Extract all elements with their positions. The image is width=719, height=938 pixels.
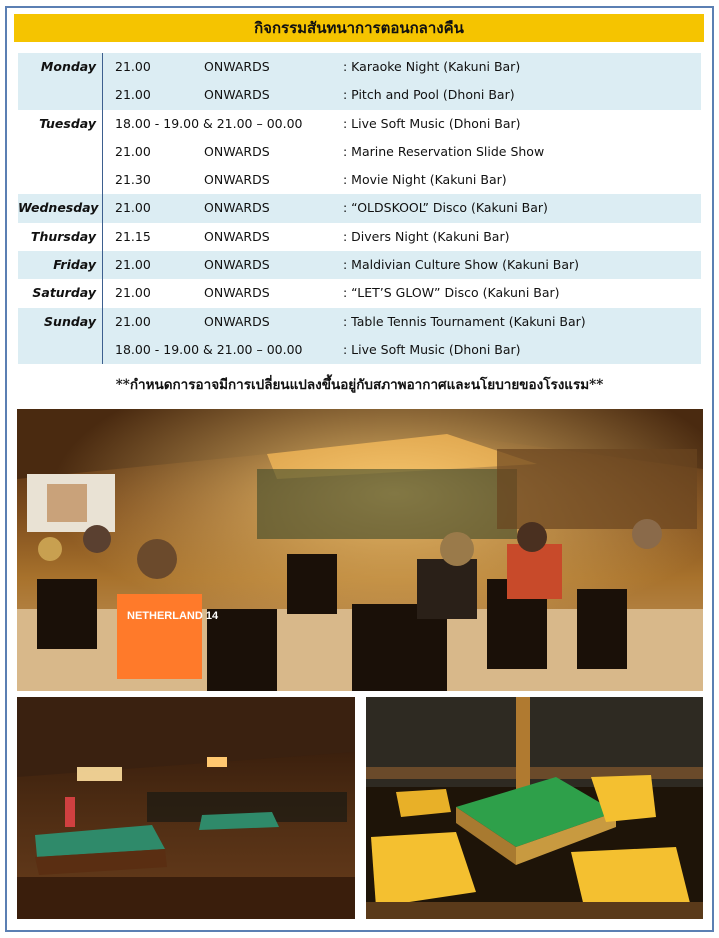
schedule-day: Wednesday <box>18 200 99 216</box>
schedule-day: Friday <box>53 257 96 273</box>
column-divider <box>102 194 103 222</box>
schedule-time: 18.00 - 19.00 & 21.00 – 00.00 <box>115 115 303 131</box>
schedule-row <box>18 279 701 307</box>
schedule-activity: : “OLDSKOOL” Disco (Kakuni Bar) <box>343 200 548 216</box>
schedule-row <box>18 336 701 364</box>
schedule-activity: : Live Soft Music (Dhoni Bar) <box>343 115 521 131</box>
schedule-activity: : Karaoke Night (Kakuni Bar) <box>343 59 521 74</box>
schedule-row <box>18 251 701 279</box>
schedule-day: Saturday <box>32 285 96 301</box>
schedule-row <box>18 110 701 138</box>
schedule-onwards: ONWARDS <box>204 257 270 273</box>
schedule-note: **กำหนดการอาจมีการเปลี่ยนแปลงขึ้นอยู่กับสภาพอากาศและนโยบายของโรงแรม** <box>115 377 604 393</box>
schedule-activity: : “LET’S GLOW” Disco (Kakuni Bar) <box>343 285 560 301</box>
schedule-activity: : Movie Night (Kakuni Bar) <box>343 172 507 188</box>
schedule-row <box>18 308 701 336</box>
schedule-activity: : Divers Night (Kakuni Bar) <box>343 228 510 244</box>
schedule-row <box>18 194 701 222</box>
schedule-row <box>18 223 701 251</box>
schedule-onwards: ONWARDS <box>204 285 270 301</box>
schedule-onwards: ONWARDS <box>204 172 270 188</box>
schedule-time: 21.00 <box>115 59 151 74</box>
schedule-onwards: ONWARDS <box>204 87 270 103</box>
column-divider <box>102 279 103 307</box>
schedule-time: 21.30 <box>115 172 151 188</box>
schedule-onwards: ONWARDS <box>204 59 270 74</box>
schedule-row <box>18 138 701 166</box>
column-divider <box>102 166 103 194</box>
schedule-day: Monday <box>40 59 96 74</box>
column-divider <box>102 251 103 279</box>
pool-room-photo <box>17 697 355 919</box>
schedule-time: 21.00 <box>115 285 151 301</box>
schedule-activity: : Marine Reservation Slide Show <box>343 143 545 159</box>
schedule-activity: : Maldivian Culture Show (Kakuni Bar) <box>343 257 580 273</box>
schedule-time: 21.15 <box>115 228 151 244</box>
schedule-activity: : Pitch and Pool (Dhoni Bar) <box>343 87 515 103</box>
column-divider <box>102 308 103 336</box>
schedule-day: Thursday <box>30 228 96 244</box>
schedule-time: 21.00 <box>115 200 151 216</box>
schedule-time: 21.00 <box>115 313 151 329</box>
schedule-time: 21.00 <box>115 87 151 103</box>
schedule-time: 18.00 - 19.00 & 21.00 – 00.00 <box>115 341 303 357</box>
column-divider <box>102 336 103 364</box>
schedule-day: Tuesday <box>39 115 96 131</box>
page-title: กิจกรรมสันทนาการตอนกลางคืน <box>14 14 704 42</box>
column-divider <box>102 81 103 109</box>
schedule-onwards: ONWARDS <box>204 200 270 216</box>
column-divider <box>102 138 103 166</box>
schedule-table <box>18 53 701 364</box>
jersey-text: NETHERLAND 14 <box>127 610 219 622</box>
schedule-row <box>18 166 701 194</box>
schedule-onwards: ONWARDS <box>204 228 270 244</box>
schedule-time: 21.00 <box>115 143 151 159</box>
column-divider <box>102 223 103 251</box>
schedule-row <box>18 81 701 109</box>
column-divider <box>102 53 103 81</box>
bar-lounge-photo <box>17 409 703 691</box>
schedule-time: 21.00 <box>115 257 151 273</box>
column-divider <box>102 110 103 138</box>
schedule-activity: : Live Soft Music (Dhoni Bar) <box>343 341 521 357</box>
schedule-row <box>18 53 701 81</box>
schedule-onwards: ONWARDS <box>204 313 270 329</box>
game-table-photo <box>366 697 703 919</box>
schedule-activity: : Table Tennis Tournament (Kakuni Bar) <box>343 313 586 329</box>
schedule-day: Sunday <box>44 313 96 329</box>
schedule-onwards: ONWARDS <box>204 143 270 159</box>
